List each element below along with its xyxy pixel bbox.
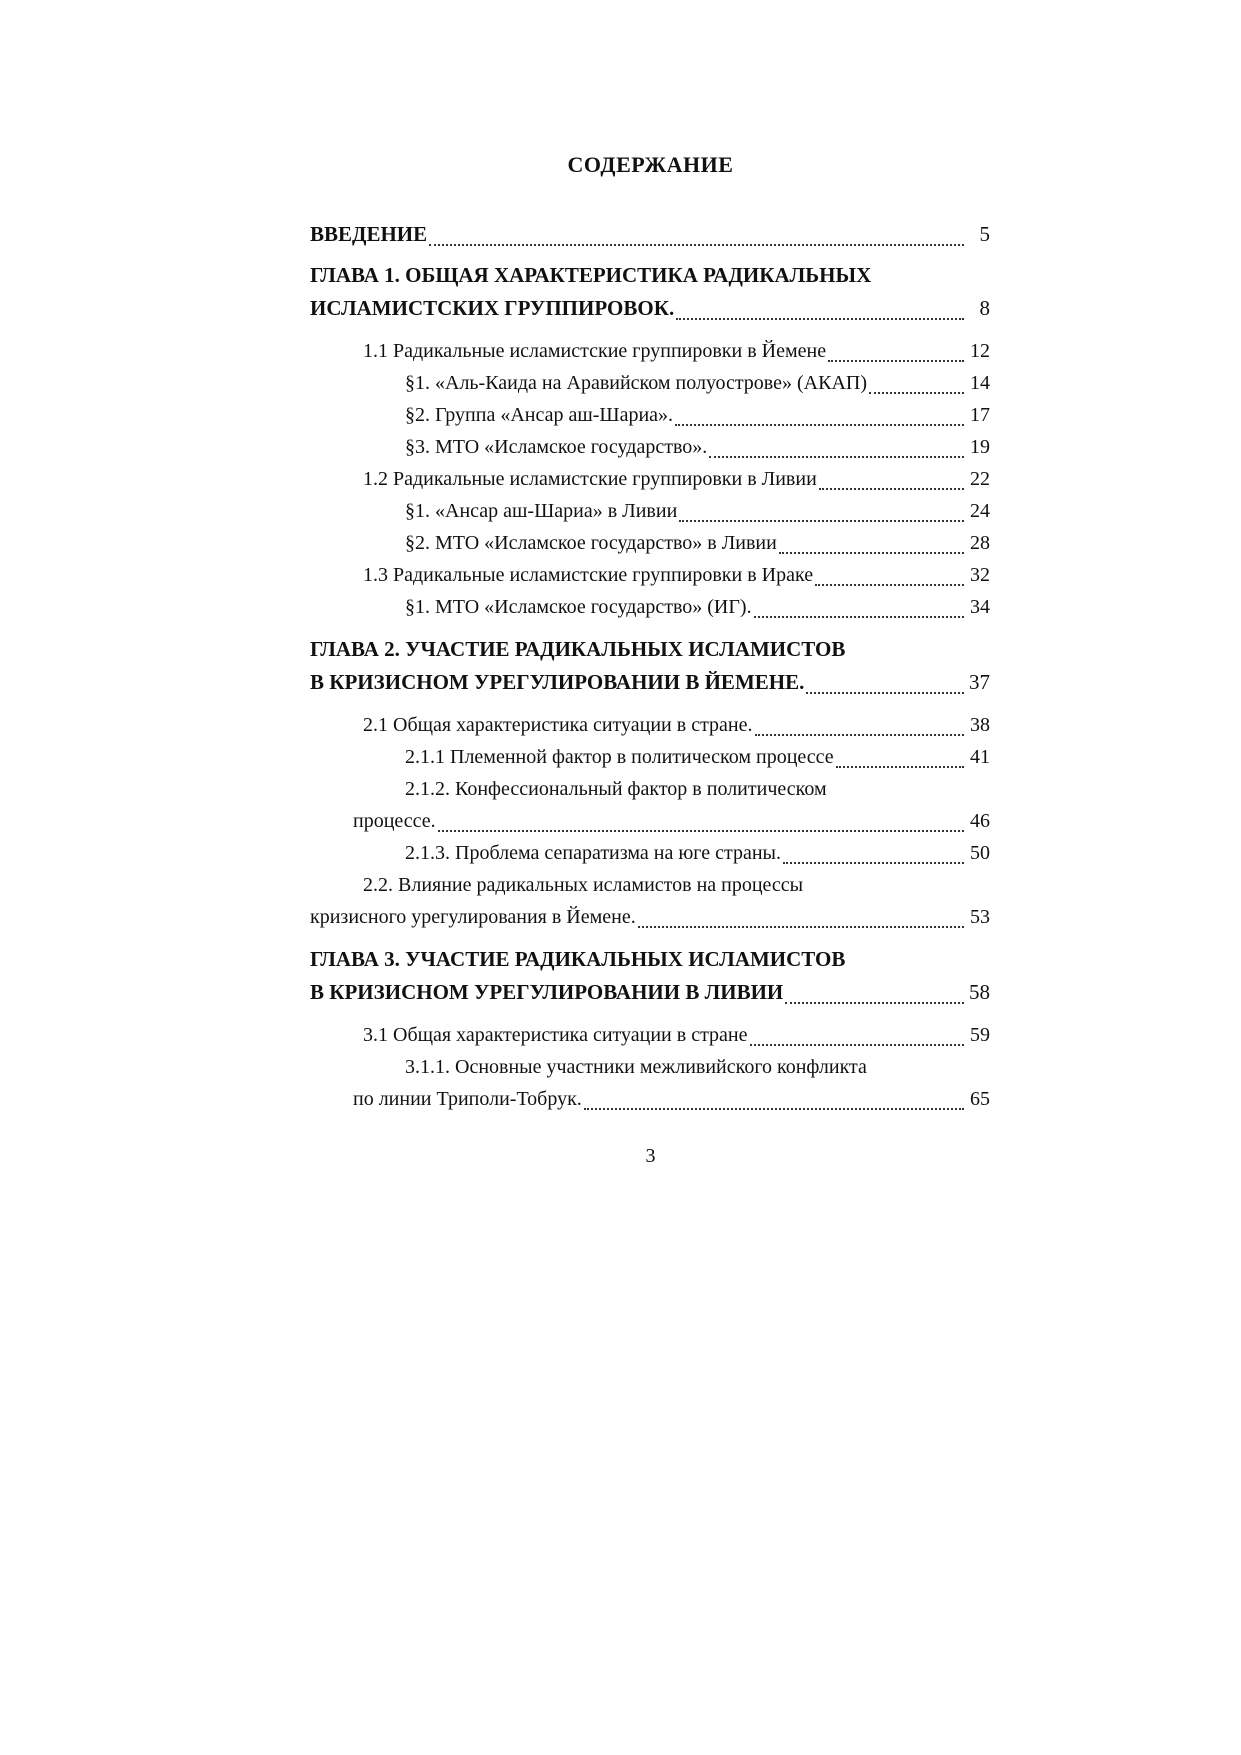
toc-entry-3-1[interactable]	[310, 1019, 990, 1051]
toc-entry-2-1[interactable]	[310, 709, 990, 741]
page-number: 3	[645, 1145, 656, 1167]
toc-entry-1-1-1[interactable]	[310, 367, 990, 399]
dot-leader	[828, 359, 964, 362]
toc-entry-1-2-1[interactable]	[310, 495, 990, 527]
dot-leader	[815, 583, 964, 586]
toc-page-number: 5	[979, 222, 990, 246]
dot-leader	[750, 1043, 964, 1046]
toc-page-number: 50	[970, 842, 990, 864]
toc-entry-text: В КРИЗИСНОМ УРЕГУЛИРОВАНИИ В ЙЕМЕНЕ.	[310, 670, 805, 694]
toc-page-number: 12	[970, 340, 990, 362]
toc-entry-2-1-3[interactable]	[310, 837, 990, 869]
toc-page-number: 17	[970, 404, 990, 426]
dot-leader	[783, 861, 964, 864]
toc-entry-text: §1. МТО «Исламское государство» (ИГ).	[405, 596, 752, 618]
dot-leader	[638, 925, 964, 928]
toc-entry-text: кризисного урегулирования в Йемене.	[310, 906, 636, 928]
toc-entry-2-1-2-line1[interactable]: 2.1.2. Конфессиональный фактор в политическом	[405, 778, 827, 800]
toc-page-number: 59	[970, 1024, 990, 1046]
toc-entry-text: §2. Группа «Ансар аш-Шариа».	[405, 404, 674, 426]
toc-entry-1-1-2[interactable]	[310, 399, 990, 431]
dot-leader	[584, 1107, 964, 1110]
toc-entry-text: 2.1 Общая характеристика ситуации в стране.	[363, 714, 753, 736]
toc-entry-2-1-1[interactable]	[310, 741, 990, 773]
toc-entry-chapter-2[interactable]	[310, 666, 990, 699]
toc-entry-text: 2.1.3. Проблема сепаратизма на юге страны.	[405, 842, 781, 864]
dot-leader	[676, 317, 964, 320]
dot-leader	[679, 519, 964, 522]
toc-entry-text: §2. МТО «Исламское государство» в Ливии	[405, 532, 777, 554]
toc-title: СОДЕРЖАНИЕ	[567, 152, 734, 177]
dot-leader	[754, 615, 964, 618]
toc-entry-3-1-1[interactable]	[310, 1083, 990, 1115]
toc-page-number: 34	[970, 596, 990, 618]
toc-entry-1-2-2[interactable]	[310, 527, 990, 559]
toc-entry-chapter-3[interactable]	[310, 976, 990, 1009]
dot-leader	[836, 765, 964, 768]
toc-page-number: 14	[970, 372, 990, 394]
toc-entry-text: §3. МТО «Исламское государство».	[405, 436, 708, 458]
toc-chapter-1-line1[interactable]: ГЛАВА 1. ОБЩАЯ ХАРАКТЕРИСТИКА РАДИКАЛЬНЫХ	[310, 263, 872, 287]
toc-entry-text: 2.1.1 Племенной фактор в политическом процессе	[405, 746, 834, 768]
dot-leader	[755, 733, 964, 736]
toc-entry-text: 1.1 Радикальные исламистские группировки в Йемене	[363, 340, 827, 362]
toc-chapter-2-line1[interactable]: ГЛАВА 2. УЧАСТИЕ РАДИКАЛЬНЫХ ИСЛАМИСТОВ	[310, 637, 846, 661]
toc-entry-text: 1.2 Радикальные исламистские группировки в Ливии	[363, 468, 817, 490]
toc-page-number: 58	[969, 980, 990, 1004]
toc-entry-2-1-2[interactable]	[310, 805, 990, 837]
dot-leader	[709, 455, 964, 458]
toc-page-number: 46	[970, 810, 990, 832]
toc-page-number: 65	[970, 1088, 990, 1110]
toc-entry-text: ВВЕДЕНИЕ	[310, 222, 428, 246]
toc-entry-text: ИСЛАМИСТСКИХ ГРУППИРОВОК.	[310, 296, 675, 320]
toc-entry-2-2[interactable]	[310, 901, 990, 933]
toc-entry-text: §1. «Аль-Каида на Аравийском полуострове» (АКАП)	[405, 372, 867, 394]
toc-entry-3-1-1-line1[interactable]: 3.1.1. Основные участники межливийского конфликта	[405, 1056, 867, 1078]
toc-page-number: 8	[979, 296, 990, 320]
toc-chapter-3-line1[interactable]: ГЛАВА 3. УЧАСТИЕ РАДИКАЛЬНЫХ ИСЛАМИСТОВ	[310, 947, 846, 971]
toc-page-number: 32	[970, 564, 990, 586]
dot-leader	[779, 551, 964, 554]
dot-leader	[819, 487, 964, 490]
dot-leader	[438, 829, 964, 832]
toc-entry-text: 1.3 Радикальные исламистские группировки в Ираке	[363, 564, 814, 586]
dot-leader	[806, 691, 964, 694]
toc-entry-text: процессе.	[353, 810, 436, 832]
toc-entry-2-2-line1[interactable]: 2.2. Влияние радикальных исламистов на процессы	[363, 874, 804, 896]
toc-page-number: 28	[970, 532, 990, 554]
dot-leader	[675, 423, 964, 426]
toc-page-number: 19	[970, 436, 990, 458]
toc-entry-1-3-1[interactable]	[310, 591, 990, 623]
toc-entry-1-1-3[interactable]	[310, 431, 990, 463]
toc-entry-text: В КРИЗИСНОМ УРЕГУЛИРОВАНИИ В ЛИВИИ	[310, 980, 784, 1004]
toc-entry-1-3[interactable]	[310, 559, 990, 591]
dot-leader	[429, 243, 964, 246]
toc-page-number: 38	[970, 714, 990, 736]
toc-entry-text: 3.1 Общая характеристика ситуации в стране	[363, 1024, 748, 1046]
toc-entry-text: по линии Триполи-Тобрук.	[353, 1088, 582, 1110]
toc-entry-1-1[interactable]	[310, 335, 990, 367]
toc-page-number: 53	[970, 906, 990, 928]
toc-page-number: 24	[970, 500, 990, 522]
table-of-contents	[310, 218, 990, 1115]
toc-entry-1-2[interactable]	[310, 463, 990, 495]
toc-entry-text: §1. «Ансар аш-Шариа» в Ливии	[405, 500, 678, 522]
toc-entry-chapter-1[interactable]	[310, 292, 990, 325]
toc-page-number: 22	[970, 468, 990, 490]
dot-leader	[785, 1001, 964, 1004]
toc-entry-intro[interactable]	[310, 218, 990, 251]
toc-page-number: 41	[970, 746, 990, 768]
toc-page-number: 37	[969, 670, 990, 694]
dot-leader	[869, 391, 964, 394]
